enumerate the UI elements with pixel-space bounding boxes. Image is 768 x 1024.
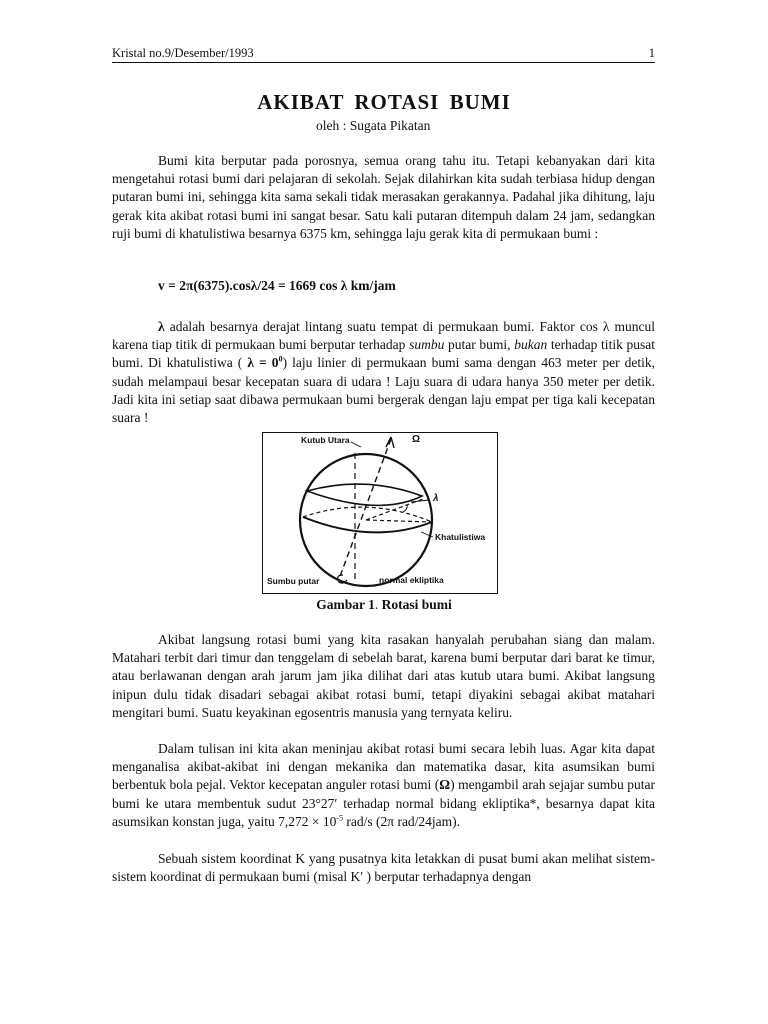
vector-text-3: rad/s (2π rad/24jam). — [343, 813, 461, 829]
equator-radius — [366, 520, 432, 522]
label-lambda: λ — [433, 493, 439, 504]
lambda-italic-1: sumbu — [409, 337, 445, 353]
north-pole-pointer — [351, 442, 361, 447]
latitude-circle — [307, 484, 422, 505]
journal-issue: Kristal no.9/Desember/1993 — [112, 46, 254, 60]
lambda-text-2: putar bumi, — [444, 337, 515, 353]
label-rotation-axis: Sumbu putar — [267, 576, 320, 586]
caption-separator: . — [374, 597, 379, 612]
equator-degree: 0 — [278, 354, 283, 364]
caption-text: Rotasi bumi — [378, 597, 452, 612]
rotation-figure — [262, 432, 498, 594]
lambda-italic-2: bukan — [514, 337, 548, 353]
running-header — [112, 44, 655, 63]
latitude-radius — [366, 499, 423, 520]
effects-paragraph: Akibat langsung rotasi bumi yang kita rasakan hanyalah perubahan siang dan malam. Matahari terbit dari timur dan tenggelam di sebelah barat, karena bumi berputar dari barat ke timur, atau berlawanan dengan arah jarum jam jika dilihat dari atas kutub utara bumi. Akibat langsung inipun dulu tidak disadari sebagai akibat rotasi bumi, tetapi diyakini sebagai akibat matahari mengitari bumi. Suatu keyakinan egosentris manusia yang ternyata keliru. — [112, 632, 655, 720]
equator-lambda: λ = 0 — [247, 355, 279, 371]
vector-text-2: ) mengambil arah sejajar sumbu putar bumi ke utara membentuk sudut 23°27′ terhadap normal bidang ekliptika*, besarnya dapat kita asumsikan konstan juga, yaitu 7,272 × 10 — [112, 777, 656, 829]
label-omega: Ω — [412, 434, 421, 445]
page-number: 1 — [648, 46, 655, 60]
intro-paragraph: Bumi kita berputar pada porosnya, semua orang tahu itu. Tetapi kebanyakan dari kita mengetahui rotasi bumi dari pelajaran di sekolah. Sejak dilahirkan kita sudah terbiasa hidup dengan putaran bumi ini, sehingga kita sama sekali tidak merasakan gerakannya. Padahal jika dihitung, laju gerak kita akibat rotasi bumi ini sangat besar. Satu kali putaran ditempuh dalam 24 jam, sedangkan ruji bumi di khatulistiwa besarnya 6375 km, sehingga laju gerak kita di permukaan bumi : — [112, 153, 655, 241]
label-ecliptic-normal: normal ekliptika — [379, 575, 444, 585]
article-author: oleh : Sugata Pikatan — [316, 118, 431, 133]
figure-caption — [0, 597, 768, 613]
omega-vector: Ω — [439, 777, 451, 793]
rotation-axis — [339, 439, 391, 579]
lambda-symbol: λ — [158, 319, 165, 334]
caption-prefix: Gambar 1 — [316, 597, 375, 612]
label-equator: Khatulistiwa — [435, 532, 486, 542]
vector-exponent: -5 — [336, 813, 344, 823]
velocity-formula: v = 2π(6375).cosλ/24 = 1669 cos λ km/jam — [158, 278, 396, 293]
latitude-angle-arc — [403, 505, 407, 512]
vector-text-1: Dalam tulisan ini kita akan meninjau akibat rotasi bumi secara lebih luas. Agar kita dapat menganalisa akibat-akibat ini dengan mekanika dan matematika dasar, kita asumsikan bumi berbentuk bola pejal. Vektor kecepatan anguler rotasi bumi ( — [112, 741, 655, 793]
label-north-pole: Kutub Utara — [301, 435, 350, 445]
earth-diagram — [263, 433, 497, 593]
lambda-text-3: terhadap titik pusat bumi. Di khatulistiwa ( — [112, 337, 655, 371]
lambda-paragraph — [112, 318, 655, 427]
vector-paragraph — [112, 740, 655, 831]
lambda-text-4: ) laju linier di permukaan bumi sama dengan 463 meter per detik, sudah melampaui besar kecepatan suara di udara ! Laju suara di udara hanya 350 meter per detik. Jadi kita ini setiap saat dibawa permukaan bumi bergerak dengan laju empat per tiga kali kecepatan suara ! — [112, 355, 655, 426]
article-title: AKIBAT ROTASI BUMI — [257, 90, 511, 114]
coordinate-paragraph: Sebuah sistem koordinat K yang pusatnya kita letakkan di pusat bumi akan melihat sistem-sistem koordinat di permukaan bumi (misal K′ ) berputar terhadapnya dengan — [112, 851, 655, 885]
lambda-text-1: adalah besarnya derajat lintang suatu tempat di permukaan bumi. Faktor cos λ muncul karena tiap titik di permukaan bumi berputar terhadap — [112, 319, 655, 353]
